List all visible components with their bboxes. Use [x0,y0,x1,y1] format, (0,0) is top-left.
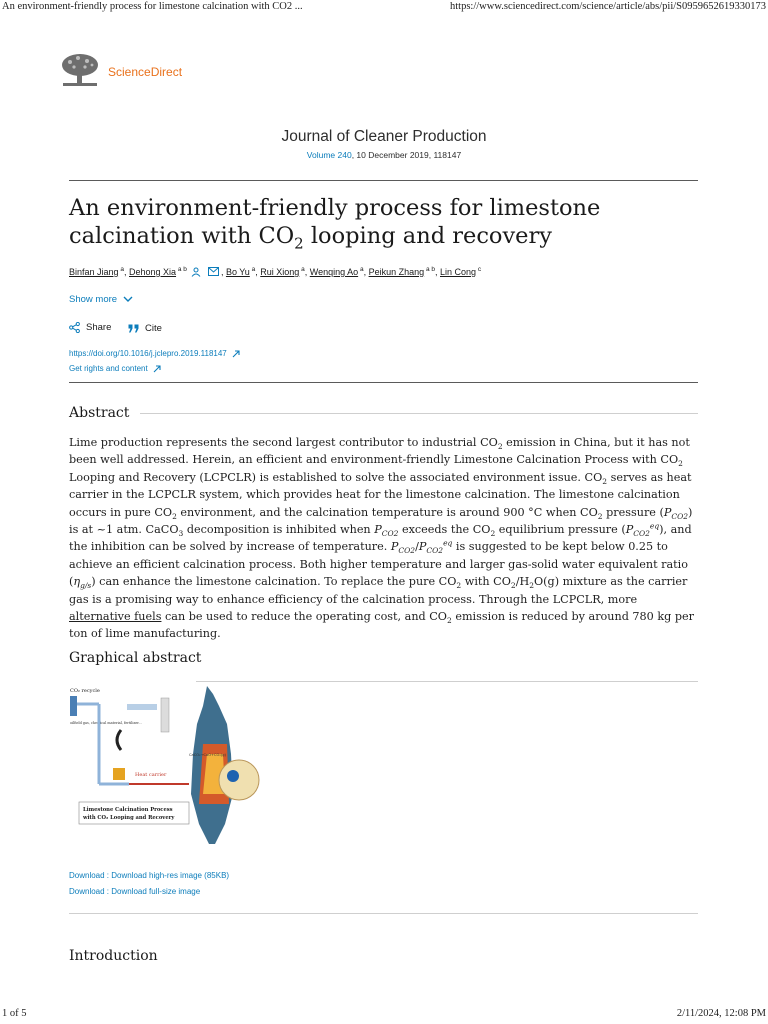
svg-text:CO₂ recycle: CO₂ recycle [70,688,100,694]
abstract-text: Lime production represents the second largest contributor to industrial $CO_2$ emission in China, but it has not been well addressed. Herein, an efficient and environment-friendly Limestone Calcination Process with $CO_2$ Looping and Recovery (LCPCLR) is established to solve the associated environment issue. $CO_2$ serves as heat carrier in the LCPCLR system, which provides heat for the limestone calcination. The limestone calcination occurs in pure $CO_2$ environment, and the calcination temperature is around 900 °C when $CO_2$ pressure $(P_{CO2})$ is at ~1 atm. CaCO$_3$ decomposition is inhibited when $P_{CO2}$ exceeds the $CO_2$ equilibrium pressure $(P_{CO2}^{eq})$, and the inhibition can be solved by increase of temperature. $P_{CO2}/P_{CO2}^{eq}$ is suggested to be kept below 0.25 to achieve an efficient calcination process. Both higher temperature and larger gas-solid water equivalent ratio $(\eta_{g/s})$ can enhance the limestone calcination. To replace the pure $CO_2$ with $CO_2/H_2O(g)$ mixture as the carrier gas is a promising way to enhance efficiency of the calcination process. Through the LCPCLR, more alternative fuels can be used to reduce the operating cost, and $CO_2$ emission is reduced by around 780 kg per ton of lime manufacturing. [69,436,694,641]
author-link[interactable]: Dehong Xia [129,267,177,277]
svg-text:with CO₂ Looping and Recovery: with CO₂ Looping and Recovery [83,815,175,821]
print-page-title: An environment-friendly process for limestone calcination with CO2 ... [2,1,303,12]
meta-divider [69,382,698,383]
external-link-icon [232,350,240,358]
author-link[interactable]: Bo Yu [225,267,250,277]
cite-button[interactable] [128,323,162,334]
graphical-abstract-image[interactable] [69,684,261,852]
graphical-abstract-bottom-rule [69,913,698,914]
show-more-button[interactable] [69,294,133,305]
journal-volume [0,150,768,160]
author-link[interactable]: Binfan Jiang [69,267,119,277]
download-full-size-link[interactable]: Download : Download full-size image [69,887,201,896]
volume-details: , 10 December 2019, 118147 [351,150,462,160]
share-icon [69,322,80,333]
show-more-label: Show more [69,294,118,305]
author-list: Binfan Jiang $^a$, Dehong Xia $^{a b}$ , Bo Yu $^a$, Rui Xiong $^a$, Wenqing Ao $^a$, Peikun Zhang $^{a b}$, Lin Cong $^c$ [69,266,482,277]
quote-icon [128,324,139,333]
svg-text:Heat carrier: Heat carrier [135,772,167,778]
download-high-res-link[interactable]: Download : Download high-res image (85KB) [69,871,230,880]
article-title: An environment-friendly process for limestone calcination with $CO_2$ looping and recovery [69,195,601,253]
elsevier-tree-icon [58,52,102,90]
doi-text: https://doi.org/10.1016/j.jclepro.2019.118147 [69,349,227,358]
person-icon[interactable] [191,267,201,279]
abstract-heading: Abstract [69,405,130,421]
introduction-heading: Introduction [69,948,158,964]
email-icon[interactable] [208,267,219,278]
author-link[interactable]: Lin Cong [440,267,477,277]
journal-name[interactable]: Journal of Cleaner Production [281,128,487,145]
graphical-abstract-rule [196,681,698,682]
article-actions [69,322,176,336]
abstract-heading-rule [140,413,698,414]
brand-name: ScienceDirect [108,65,183,79]
print-page-number: 1 of 5 [2,1008,27,1019]
svg-text:CaCO₃→CaO+CO₂(g): CaCO₃→CaO+CO₂(g) [189,753,226,757]
author-link[interactable]: Wenqing Ao [309,267,359,277]
print-header [0,0,768,16]
rights-text: Get rights and content [69,364,148,373]
chevron-down-icon [123,296,133,303]
header-divider [69,180,698,181]
print-date: 2/11/2024, 12:08 PM [676,1008,766,1019]
cite-label: Cite [145,323,162,334]
share-label: Share [86,322,112,333]
doi-link[interactable] [69,349,240,358]
alternative-fuels-link[interactable]: alternative fuels [69,610,162,624]
svg-text:Limestone Calcination Process: Limestone Calcination Process [83,807,173,813]
graphical-abstract-heading: Graphical abstract [69,650,202,666]
print-page-url: https://www.sciencedirect.com/science/article/abs/pii/S0959652619330173 [450,1,766,12]
share-button[interactable] [69,322,111,333]
svg-text:oilfield gas, chemical materia: oilfield gas, chemical material, fertilizer... [70,721,142,725]
external-link-icon [153,365,161,373]
sciencedirect-logo[interactable] [58,52,198,90]
print-footer [0,1006,768,1024]
rights-link[interactable] [69,364,161,373]
author-link[interactable]: Rui Xiong [260,267,300,277]
author-link[interactable]: Peikun Zhang [368,267,425,277]
volume-link[interactable]: Volume 240 [306,150,352,160]
